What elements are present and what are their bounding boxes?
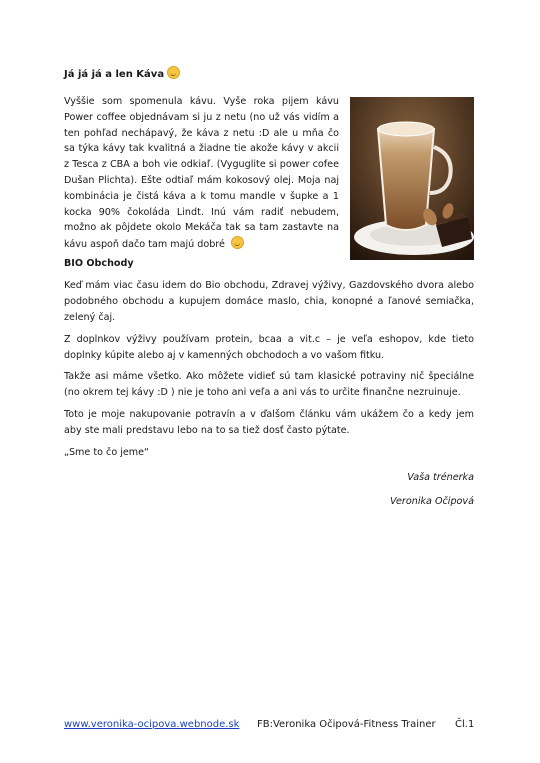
page-number: Čl.1 [455,719,475,730]
quote: „Sme to čo jeme“ [64,447,150,458]
facebook-label: FB:Veronika Očipová-Fitness Trainer [257,719,436,730]
paragraph-bio-shops: Keď mám viac času idem do Bio obchodu, Zdravej výživy, Gazdovského dvora alebo podobného obchodu a kupujem domáce maslo, chia, konopné a ľanové semiačka, zelený čaj. [64,280,474,323]
section-heading: BIO Obchody [64,258,134,269]
paragraph-next-article: Toto je moje nakupovanie potravín a v ďalšom článku vám ukážem čo a kedy jem aby ste mali predstavu lebo na to sa tiež dosť často pýtate. [64,409,474,436]
intro-text: Vyššie som spomenula kávu. Vyše roka pijem kávu Power coffee objednávam si ju z netu (no už vás vidím a ten pohľad nechápavý, že káva z netu :D ale u mňa čo sa týka kávy tak kvalitná a žiadne tie akože kávy v akcii z Tesca z CBA a boh vie odkiaľ. (Vyguglite si power cofee Dušan Plichta). Ešte odtiaľ mám kokosový olej. Moja naj kombinácia je čistá káva a k tomu mandle v šupke a 1 kocka 90% čokoláda Lindt. Inú vám radiť nebudem, možno ak pôjdete okolo Mekáča tak sa tam zastavte na kávu aspoň dačo tam majú dobré [64,96,339,251]
article-title-text: Já já já a len Káva [64,69,165,80]
signature-role: Vaša trénerka [407,472,474,483]
smiling-face-icon [231,236,244,249]
website-link[interactable]: www.veronika-ocipova.webnode.sk [64,719,240,730]
paragraph-summary: Takže asi máme všetko. Ako môžete vidieť sú tam klasické potraviny nič špeciálne (no okrem tej kávy :D ) nie je toho ani veľa a ani vás to určite finančne nezruinuje. [64,371,474,398]
intro-paragraph [64,94,339,253]
coffee-cup-photo [350,97,474,260]
article-title [64,66,180,80]
paragraph-supplements: Z doplnkov výživy používam protein, bcaa a vit.c – je veľa eshopov, kde tieto doplnky kúpite alebo aj v kamenných obchodoch a vo vašom fitku. [64,334,474,361]
signature-name: Veronika Očipová [390,496,474,507]
smiling-face-icon [167,66,180,79]
